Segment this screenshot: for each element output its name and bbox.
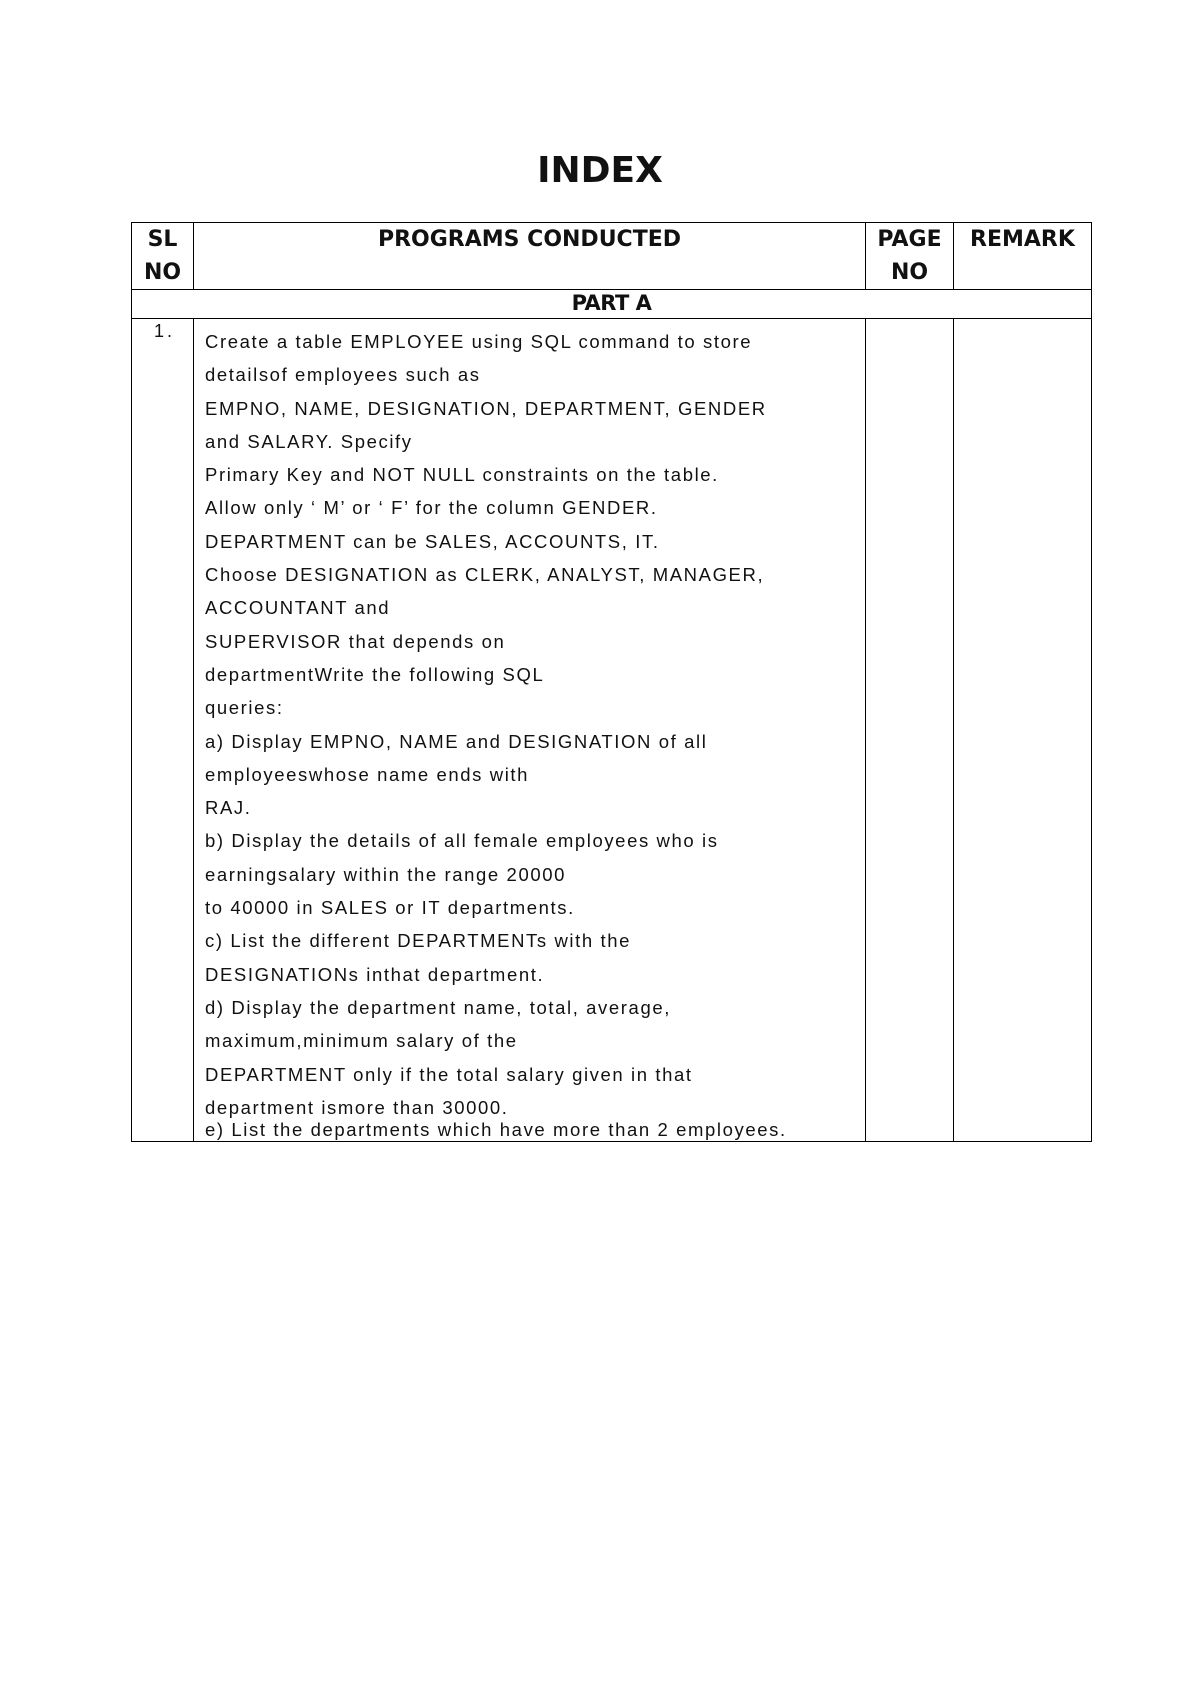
program-line: RAJ.	[205, 797, 252, 819]
section-title: PART A	[132, 290, 1092, 319]
header-page-no	[866, 223, 954, 290]
page-title: INDEX	[537, 150, 663, 191]
program-line: maximum,minimum salary of the	[205, 1030, 518, 1052]
index-table	[131, 222, 1092, 1142]
header-remark: REMARK	[954, 223, 1092, 290]
program-line: departmentWrite the following SQL	[205, 663, 545, 685]
program-line: DEPARTMENT only if the total salary given in that	[205, 1063, 693, 1085]
row-program-description	[194, 319, 866, 1142]
row-remark	[954, 319, 1092, 1142]
program-line: detailsof employees such as	[205, 364, 481, 386]
program-line: b) Display the details of all female employees who is	[205, 830, 719, 852]
header-programs-conducted: PROGRAMS CONDUCTED	[194, 223, 866, 290]
program-line: Choose DESIGNATION as CLERK, ANALYST, MANAGER,	[205, 564, 765, 586]
row-page-no	[866, 319, 954, 1142]
header-row	[132, 223, 1092, 290]
program-line: d) Display the department name, total, average,	[205, 996, 671, 1018]
program-line: and SALARY. Specify	[205, 430, 413, 452]
program-line: ACCOUNTANT and	[205, 597, 391, 619]
header-sl-no	[132, 223, 194, 290]
program-line: queries:	[205, 697, 284, 719]
program-line: employeeswhose name ends with	[205, 763, 530, 785]
header-sl-line-1: SL	[147, 227, 178, 252]
program-line: to 40000 in SALES or IT departments.	[205, 897, 575, 919]
program-line: c) List the different DEPARTMENTs with the	[205, 930, 632, 952]
program-line: Primary Key and NOT NULL constraints on the table.	[205, 464, 719, 486]
program-line: e) List the departments which have more than 2 employees.	[205, 1119, 787, 1141]
header-page-line-1: PAGE	[877, 227, 942, 252]
program-line: DESIGNATIONs inthat department.	[205, 963, 545, 985]
section-row	[132, 290, 1092, 319]
program-line: Create a table EMPLOYEE using SQL command to store	[205, 331, 753, 352]
program-line: EMPNO, NAME, DESIGNATION, DEPARTMENT, GENDER	[205, 397, 767, 419]
program-line: Allow only ‘ M’ or ‘ F’ for the column GENDER.	[205, 497, 658, 519]
program-line: department ismore than 30000.	[205, 1096, 509, 1118]
program-line: DEPARTMENT can be SALES, ACCOUNTS, IT.	[205, 530, 660, 552]
header-sl-line-2: NO	[143, 260, 182, 285]
row-sl-no: 1.	[132, 319, 194, 1142]
table-row	[132, 319, 1092, 1142]
program-line: earningsalary within the range 20000	[205, 863, 566, 885]
program-line: a) Display EMPNO, NAME and DESIGNATION of all	[205, 730, 708, 752]
header-page-line-2: NO	[890, 260, 929, 285]
program-line: SUPERVISOR that depends on	[205, 630, 506, 652]
